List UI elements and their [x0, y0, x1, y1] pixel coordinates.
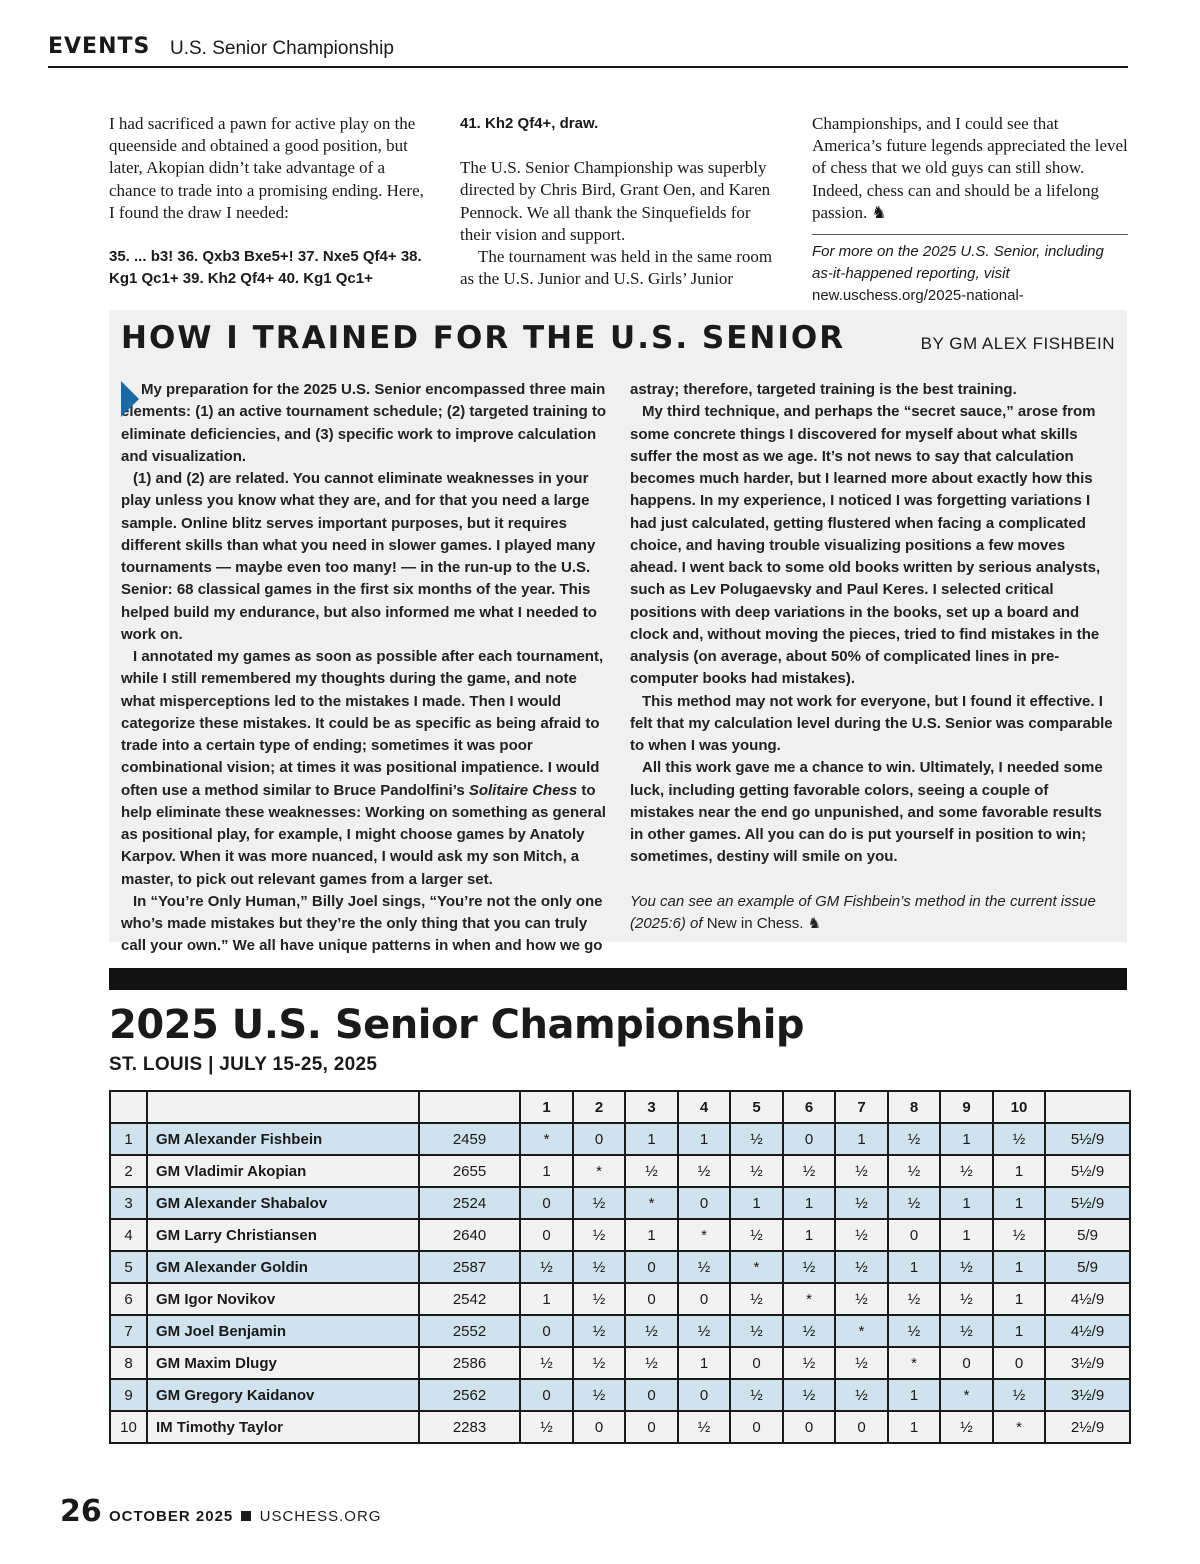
sidebar-right-p4: All this work gave me a chance to win. Ultimately, I needed some luck, including getting favorable colors, seeing a couple of mistakes near the end go unpunished, and some favorable results in other games. All you can do is put yourself in position to win; sometimes, destiny will smile on you.	[630, 759, 1103, 866]
cell-result: 0	[625, 1379, 678, 1411]
cell-score: 5/9	[1045, 1219, 1130, 1251]
cell-result: ½	[940, 1251, 993, 1283]
cell-result: ½	[835, 1219, 888, 1251]
cell-rank: 2	[110, 1155, 147, 1187]
cell-result: ½	[573, 1283, 625, 1315]
col3-paragraph	[812, 113, 1128, 224]
cell-result: 1	[993, 1155, 1045, 1187]
cell-result: 1	[520, 1155, 573, 1187]
section-kicker: EVENTS	[48, 34, 151, 59]
col1-paragraph: I had sacrificed a pawn for active play on the queenside and obtained a good position, but later, Akopian didn’t take advantage of a chance to trade into a promising ending. Here, I found the draw I needed:	[109, 114, 424, 222]
header-cell-round: 6	[783, 1091, 835, 1123]
cell-rating: 2283	[419, 1411, 520, 1443]
header-cell-no	[110, 1091, 147, 1123]
cell-score: 3½/9	[1045, 1379, 1130, 1411]
cell-result: 0	[625, 1411, 678, 1443]
cell-result: ½	[730, 1379, 783, 1411]
table-row	[110, 1123, 1130, 1155]
cell-player-name: GM Alexander Fishbein	[147, 1123, 419, 1155]
sidebar-left-column	[121, 379, 607, 958]
cell-result: 1	[520, 1283, 573, 1315]
cell-result: ½	[678, 1411, 730, 1443]
cell-result: *	[835, 1315, 888, 1347]
cell-rank: 7	[110, 1315, 147, 1347]
cell-player-name: IM Timothy Taylor	[147, 1411, 419, 1443]
cell-result: *	[993, 1411, 1045, 1443]
cell-result: ½	[940, 1155, 993, 1187]
cell-result: ½	[730, 1283, 783, 1315]
cell-player-name: GM Larry Christiansen	[147, 1219, 419, 1251]
cell-result: ½	[888, 1155, 940, 1187]
footer-site: USCHESS.ORG	[259, 1508, 382, 1525]
cell-result: ½	[993, 1379, 1045, 1411]
col2-paragraph-1: The U.S. Senior Championship was superbly directed by Chris Bird, Grant Oen, and Karen Pennock. We all thank the Sinquefields for their vision and support.	[460, 158, 771, 244]
section-title: U.S. Senior Championship	[170, 38, 394, 59]
cell-result: ½	[783, 1347, 835, 1379]
sidebar-left-p3	[121, 646, 607, 891]
cell-rating: 2459	[419, 1123, 520, 1155]
sidebar-note-italic: You can see an example of GM Fishbein’s method in the current issue (2025:6) of	[630, 892, 1096, 932]
cell-result: ½	[625, 1155, 678, 1187]
header-cell-round: 1	[520, 1091, 573, 1123]
cell-result: 0	[888, 1219, 940, 1251]
cell-score: 5½/9	[1045, 1187, 1130, 1219]
cell-player-name: GM Igor Novikov	[147, 1283, 419, 1315]
cell-player-name: GM Vladimir Akopian	[147, 1155, 419, 1187]
cell-result: 0	[678, 1187, 730, 1219]
crosstable-subtitle: ST. LOUIS | JULY 15-25, 2025	[109, 1054, 378, 1075]
sidebar-right-p3: This method may not work for everyone, but I found it effective. I felt that my calculation level during the U.S. Senior was comparable to when I was young.	[630, 692, 1113, 754]
cell-rating: 2640	[419, 1219, 520, 1251]
cell-score: 5/9	[1045, 1251, 1130, 1283]
cell-result: 1	[888, 1411, 940, 1443]
page-number: 26	[60, 1494, 102, 1529]
square-bullet-icon	[241, 1511, 251, 1521]
cell-result: ½	[835, 1379, 888, 1411]
cell-rating: 2586	[419, 1347, 520, 1379]
cell-result: ½	[625, 1347, 678, 1379]
cell-result: 0	[573, 1411, 625, 1443]
cell-result: ½	[835, 1155, 888, 1187]
table-row	[110, 1347, 1130, 1379]
divider	[812, 234, 1128, 235]
table-header-row	[110, 1091, 1130, 1123]
cell-result: 1	[625, 1219, 678, 1251]
cell-result: ½	[730, 1155, 783, 1187]
header-cell-round: 3	[625, 1091, 678, 1123]
col3-note-italic: For more on the 2025 U.S. Senior, including as-it-happened reporting, visit	[812, 243, 1104, 283]
cell-score: 5½/9	[1045, 1123, 1130, 1155]
cell-result: *	[573, 1155, 625, 1187]
sidebar-byline: BY GM ALEX FISHBEIN	[920, 334, 1115, 353]
header-cell-name	[147, 1091, 419, 1123]
cell-result: 0	[678, 1283, 730, 1315]
col3-text: Championships, and I could see that America’s future legends appreciated the level of chess that we old guys can still show. Indeed, chess can and should be a lifelong passion.	[812, 114, 1128, 222]
triangle-bullet-icon	[121, 381, 139, 417]
cell-player-name: GM Gregory Kaidanov	[147, 1379, 419, 1411]
cell-result: ½	[993, 1219, 1045, 1251]
section-bar	[109, 968, 1127, 990]
cell-result: ½	[573, 1187, 625, 1219]
cell-result: ½	[730, 1219, 783, 1251]
col1-moves: 35. ... b3! 36. Qxb3 Bxe5+! 37. Nxe5 Qf4+ 38. Kg1 Qc1+ 39. Kh2 Qf4+ 40. Kg1 Qc1+	[109, 248, 422, 288]
cell-result: 0	[783, 1411, 835, 1443]
cell-result: *	[678, 1219, 730, 1251]
cell-player-name: GM Alexander Shabalov	[147, 1187, 419, 1219]
cell-result: ½	[730, 1315, 783, 1347]
crosstable-body	[110, 1091, 1130, 1443]
cell-result: 1	[940, 1123, 993, 1155]
cell-result: *	[520, 1123, 573, 1155]
table-row	[110, 1283, 1130, 1315]
cell-player-name: GM Alexander Goldin	[147, 1251, 419, 1283]
cell-result: ½	[625, 1315, 678, 1347]
cell-rating: 2552	[419, 1315, 520, 1347]
cell-score: 4½/9	[1045, 1315, 1130, 1347]
cell-result: 1	[993, 1315, 1045, 1347]
cell-result: 1	[888, 1379, 940, 1411]
cell-result: 0	[520, 1219, 573, 1251]
cell-result: 0	[783, 1123, 835, 1155]
cell-rank: 6	[110, 1283, 147, 1315]
footer-line	[109, 1508, 381, 1525]
cell-rank: 5	[110, 1251, 147, 1283]
cell-result: ½	[573, 1219, 625, 1251]
cell-result: 0	[573, 1123, 625, 1155]
cell-score: 5½/9	[1045, 1155, 1130, 1187]
header-cell-round: 10	[993, 1091, 1045, 1123]
cell-player-name: GM Maxim Dlugy	[147, 1347, 419, 1379]
cell-result: ½	[783, 1155, 835, 1187]
cell-result: ½	[940, 1411, 993, 1443]
knight-end-icon: ♞	[871, 202, 887, 222]
header-cell-round: 5	[730, 1091, 783, 1123]
cell-result: 1	[678, 1123, 730, 1155]
cell-rating: 2587	[419, 1251, 520, 1283]
cell-result: 0	[520, 1315, 573, 1347]
header-cell-round: 9	[940, 1091, 993, 1123]
cell-result: ½	[783, 1379, 835, 1411]
cell-result: ½	[678, 1155, 730, 1187]
cell-result: *	[940, 1379, 993, 1411]
cell-result: 1	[730, 1187, 783, 1219]
cell-rank: 1	[110, 1123, 147, 1155]
solitaire-chess-title: Solitaire Chess	[468, 781, 578, 799]
sidebar-right-p1: astray; therefore, targeted training is the best training.	[630, 381, 1017, 398]
cell-player-name: GM Joel Benjamin	[147, 1315, 419, 1347]
column-3	[812, 113, 1128, 329]
sidebar-left-p2: (1) and (2) are related. You cannot eliminate weaknesses in your play unless you know what they are, and for that you need a large sample. Online blitz serves important purposes, but it requires different skills than what you need in slower games. I played many tournaments — maybe even too many! — in the run-up to the U.S. Senior: 68 classical games in the first six months of the year. This helped build my endurance, but also informed me what I needed to work on.	[121, 470, 597, 643]
cell-result: 0	[678, 1379, 730, 1411]
crosstable-title: 2025 U.S. Senior Championship	[109, 1002, 805, 1048]
cell-score: 4½/9	[1045, 1283, 1130, 1315]
crosstable	[109, 1090, 1131, 1444]
cell-rank: 9	[110, 1379, 147, 1411]
cell-result: *	[783, 1283, 835, 1315]
cell-result: ½	[573, 1379, 625, 1411]
header-cell-round: 8	[888, 1091, 940, 1123]
cell-rank: 8	[110, 1347, 147, 1379]
header-cell-rating	[419, 1091, 520, 1123]
cell-result: 0	[835, 1411, 888, 1443]
cell-result: ½	[993, 1123, 1045, 1155]
cell-result: 0	[730, 1347, 783, 1379]
sidebar-left-p4: In “You’re Only Human,” Billy Joel sings, “You’re not the only one who’s made mistakes but they’re the only thing that you can truly call your own.” We all have unique patterns in when and how we go	[121, 892, 603, 955]
table-row	[110, 1251, 1130, 1283]
header-cell-score	[1045, 1091, 1130, 1123]
cell-result: ½	[573, 1347, 625, 1379]
sidebar-right-column	[630, 379, 1116, 935]
cell-result: ½	[520, 1347, 573, 1379]
cell-result: ½	[678, 1315, 730, 1347]
table-row	[110, 1315, 1130, 1347]
cell-score: 3½/9	[1045, 1347, 1130, 1379]
cell-rating: 2562	[419, 1379, 520, 1411]
table-row	[110, 1219, 1130, 1251]
cell-result: ½	[835, 1251, 888, 1283]
cell-result: 1	[940, 1187, 993, 1219]
cell-result: ½	[573, 1251, 625, 1283]
sidebar-left-p3b: to help eliminate these weaknesses: Working on something as general as positional play, for example, I might choose games by Anatoly Karpov. When it was more nuanced, I would ask my son Mitch, a master, to pick out relevant games from a larger set.	[121, 781, 606, 888]
cell-result: ½	[888, 1123, 940, 1155]
sidebar-note	[630, 891, 1116, 936]
header-cell-round: 7	[835, 1091, 888, 1123]
cell-result: 1	[678, 1347, 730, 1379]
column-1	[109, 113, 427, 290]
cell-result: 1	[940, 1219, 993, 1251]
cell-result: 0	[520, 1187, 573, 1219]
cell-result: ½	[573, 1315, 625, 1347]
cell-score: 2½/9	[1045, 1411, 1130, 1443]
knight-end-icon: ♞	[807, 914, 822, 932]
cell-result: 0	[520, 1379, 573, 1411]
cell-result: *	[888, 1347, 940, 1379]
cell-result: 1	[993, 1187, 1045, 1219]
cell-result: ½	[888, 1187, 940, 1219]
training-sidebar	[109, 310, 1127, 955]
cell-rating: 2524	[419, 1187, 520, 1219]
cell-result: ½	[835, 1347, 888, 1379]
sidebar-title: HOW I TRAINED FOR THE U.S. SENIOR	[121, 320, 846, 356]
cell-result: 0	[625, 1251, 678, 1283]
cell-rank: 3	[110, 1187, 147, 1219]
table-row	[110, 1155, 1130, 1187]
table-row	[110, 1379, 1130, 1411]
cell-result: ½	[678, 1251, 730, 1283]
running-header	[48, 30, 1128, 68]
sidebar-left-p3a: I annotated my games as soon as possible after each tournament, while I still remembered my thoughts during the game, and note what misperceptions led to the mistakes I made. Then I would categorize these mistakes. It could be as specific as being afraid to trade into a certain type of ending; sometimes it was poor combinational vision; at times it was positional impatience. I would often use a method similar to Bruce Pandolfini’s	[121, 648, 604, 799]
header-cell-round: 4	[678, 1091, 730, 1123]
col2-paragraph-2: The tournament was held in the same room as the U.S. Junior and U.S. Girls’ Junior	[460, 247, 773, 289]
cell-result: ½	[783, 1315, 835, 1347]
cell-result: 1	[993, 1251, 1045, 1283]
cell-result: 1	[835, 1123, 888, 1155]
col3-note-url: new.uschess.org/2025-national-	[812, 287, 1024, 305]
column-2	[460, 113, 778, 290]
cell-result: 0	[940, 1347, 993, 1379]
cell-result: *	[625, 1187, 678, 1219]
cell-result: 0	[993, 1347, 1045, 1379]
cell-result: ½	[835, 1187, 888, 1219]
cell-result: ½	[520, 1251, 573, 1283]
cell-result: 1	[993, 1283, 1045, 1315]
cell-result: 0	[730, 1411, 783, 1443]
cell-result: 1	[783, 1219, 835, 1251]
footer-issue: OCTOBER 2025	[109, 1508, 234, 1525]
cell-result: ½	[888, 1315, 940, 1347]
cell-result: ½	[520, 1411, 573, 1443]
cell-result: *	[730, 1251, 783, 1283]
table-row	[110, 1411, 1130, 1443]
header-cell-round: 2	[573, 1091, 625, 1123]
cell-result: ½	[888, 1283, 940, 1315]
cell-rank: 4	[110, 1219, 147, 1251]
cell-rank: 10	[110, 1411, 147, 1443]
cell-result: ½	[835, 1283, 888, 1315]
cell-result: 1	[888, 1251, 940, 1283]
cell-result: 1	[625, 1123, 678, 1155]
cell-result: 1	[783, 1187, 835, 1219]
cell-result: ½	[940, 1315, 993, 1347]
cell-rating: 2542	[419, 1283, 520, 1315]
table-row	[110, 1187, 1130, 1219]
col2-moves: 41. Kh2 Qf4+, draw.	[460, 115, 599, 132]
cell-result: 0	[625, 1283, 678, 1315]
cell-result: ½	[783, 1251, 835, 1283]
cell-rating: 2655	[419, 1155, 520, 1187]
sidebar-left-p1: My preparation for the 2025 U.S. Senior encompassed three main elements: (1) an active tournament schedule; (2) targeted training to eliminate deficiencies, and (3) specific work to improve calculation and visualization.	[121, 381, 607, 465]
sidebar-note-pub: New in Chess.	[706, 914, 804, 932]
cell-result: ½	[940, 1283, 993, 1315]
sidebar-right-p2: My third technique, and perhaps the “secret sauce,” arose from some concrete things I discovered for myself about what skills suffer the most as we age. It’s not news to say that calculation becomes much harder, but I learned more about exactly how this happens. In my experience, I noticed I was forgetting variations I had just calculated, getting flustered when facing a complicated choice, and having trouble visualizing positions a few moves ahead. I went back to some old books written by serious analysts, such as Lev Polugaevsky and Paul Keres. I selected critical positions with deep variations in the books, set up a board and clock and, without moving the pieces, tried to find mistakes in the analysis (on average, about 50% of complicated lines in pre-computer books had mistakes).	[630, 403, 1101, 688]
cell-result: ½	[730, 1123, 783, 1155]
